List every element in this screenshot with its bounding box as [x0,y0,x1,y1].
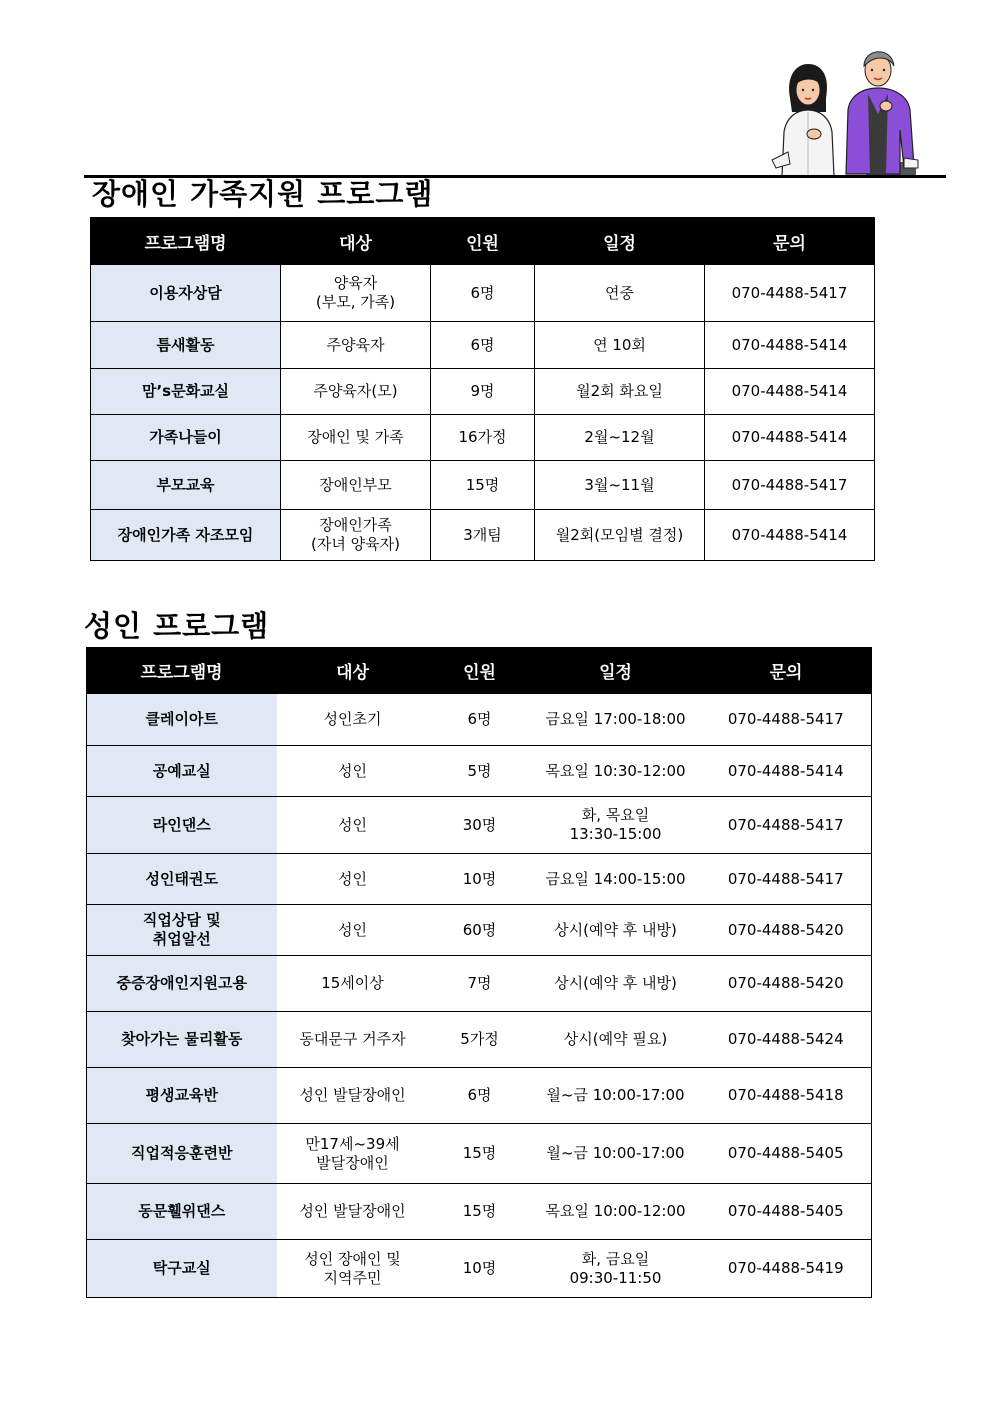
schedule-cell: 화, 목요일 13:30-15:00 [531,797,701,854]
program-name-cell: 틈새활동 [91,322,281,369]
contact-cell: 070-4488-5414 [701,746,872,797]
table-row [87,1184,872,1240]
capacity-cell: 60명 [429,905,531,956]
target-cell: 주양육자(모) [281,369,431,415]
schedule-cell: 금요일 17:00-18:00 [531,694,701,746]
header-contact: 문의 [705,218,875,265]
target-cell: 성인 [277,854,429,905]
program-name-cell: 장애인가족 자조모임 [91,510,281,561]
target-cell: 15세이상 [277,956,429,1012]
table-row [91,369,875,415]
capacity-cell: 16가정 [431,415,535,461]
table-header-row [91,218,875,265]
schedule-cell: 금요일 14:00-15:00 [531,854,701,905]
contact-cell: 070-4488-5420 [701,956,872,1012]
woman-icon [772,64,834,176]
table-row [87,1124,872,1184]
target-cell: 동대문구 거주자 [277,1012,429,1068]
table-row [87,905,872,956]
header-target: 대상 [277,648,429,694]
target-cell: 장애인가족 (자녀 양육자) [281,510,431,561]
people-illustration [768,40,938,176]
schedule-cell: 상시(예약 후 내방) [531,905,701,956]
capacity-cell: 6명 [429,694,531,746]
program-name-cell: 라인댄스 [87,797,277,854]
program-name-cell: 맘’s문화교실 [91,369,281,415]
contact-cell: 070-4488-5418 [701,1068,872,1124]
target-cell: 양육자 (부모, 가족) [281,265,431,322]
contact-cell: 070-4488-5417 [701,797,872,854]
schedule-cell: 연 10회 [535,322,705,369]
program-name-cell: 클레이아트 [87,694,277,746]
table-row [87,956,872,1012]
schedule-cell: 월~금 10:00-17:00 [531,1068,701,1124]
target-cell: 성인 발달장애인 [277,1068,429,1124]
target-cell: 성인 장애인 및 지역주민 [277,1240,429,1298]
schedule-cell: 화, 금요일 09:30-11:50 [531,1240,701,1298]
target-cell: 장애인부모 [281,461,431,510]
capacity-cell: 10명 [429,854,531,905]
table-row [87,1068,872,1124]
schedule-cell: 연중 [535,265,705,322]
contact-cell: 070-4488-5414 [705,322,875,369]
target-cell: 성인 [277,797,429,854]
contact-cell: 070-4488-5414 [705,510,875,561]
capacity-cell: 6명 [429,1068,531,1124]
capacity-cell: 7명 [429,956,531,1012]
program-name-cell: 평생교육반 [87,1068,277,1124]
table-row [87,1240,872,1298]
schedule-cell: 목요일 10:30-12:00 [531,746,701,797]
schedule-cell: 3월~11월 [535,461,705,510]
family-support-program-table [90,217,875,561]
table-row [87,797,872,854]
schedule-cell: 월2회(모임별 결정) [535,510,705,561]
program-name-cell: 찾아가는 물리활동 [87,1012,277,1068]
contact-cell: 070-4488-5417 [701,854,872,905]
target-cell: 성인 발달장애인 [277,1184,429,1240]
capacity-cell: 15명 [429,1124,531,1184]
capacity-cell: 5가정 [429,1012,531,1068]
target-cell: 장애인 및 가족 [281,415,431,461]
header-capacity: 인원 [429,648,531,694]
header-contact: 문의 [701,648,872,694]
program-name-cell: 직업적응훈련반 [87,1124,277,1184]
program-name-cell: 중증장애인지원고용 [87,956,277,1012]
contact-cell: 070-4488-5420 [701,905,872,956]
program-name-cell: 가족나들이 [91,415,281,461]
table-row [91,322,875,369]
table-row [87,746,872,797]
capacity-cell: 3개팀 [431,510,535,561]
section-title-adult-programs: 성인 프로그램 [84,609,270,643]
header-schedule: 일정 [531,648,701,694]
capacity-cell: 15명 [429,1184,531,1240]
target-cell: 성인초기 [277,694,429,746]
schedule-cell: 목요일 10:00-12:00 [531,1184,701,1240]
program-name-cell: 탁구교실 [87,1240,277,1298]
contact-cell: 070-4488-5405 [701,1184,872,1240]
contact-cell: 070-4488-5414 [705,369,875,415]
target-cell: 주양육자 [281,322,431,369]
schedule-cell: 2월~12월 [535,415,705,461]
table-row [91,265,875,322]
program-name-cell: 공예교실 [87,746,277,797]
capacity-cell: 5명 [429,746,531,797]
table-row [87,694,872,746]
schedule-cell: 상시(예약 후 내방) [531,956,701,1012]
adult-program-table [86,647,872,1298]
capacity-cell: 30명 [429,797,531,854]
capacity-cell: 6명 [431,322,535,369]
contact-cell: 070-4488-5419 [701,1240,872,1298]
contact-cell: 070-4488-5424 [701,1012,872,1068]
contact-cell: 070-4488-5417 [705,265,875,322]
capacity-cell: 15명 [431,461,535,510]
schedule-cell: 상시(예약 필요) [531,1012,701,1068]
section-title-family-support: 장애인 가족지원 프로그램 [92,177,434,211]
program-name-cell: 성인태권도 [87,854,277,905]
header-target: 대상 [281,218,431,265]
capacity-cell: 10명 [429,1240,531,1298]
program-name-cell: 직업상담 및 취업알선 [87,905,277,956]
header-capacity: 인원 [431,218,535,265]
contact-cell: 070-4488-5405 [701,1124,872,1184]
table-row [91,415,875,461]
header-program-name: 프로그램명 [91,218,281,265]
header-program-name: 프로그램명 [87,648,277,694]
capacity-cell: 6명 [431,265,535,322]
program-name-cell: 이용자상담 [91,265,281,322]
table-row [91,461,875,510]
capacity-cell: 9명 [431,369,535,415]
schedule-cell: 월2회 화요일 [535,369,705,415]
schedule-cell: 월~금 10:00-17:00 [531,1124,701,1184]
contact-cell: 070-4488-5417 [701,694,872,746]
older-person-icon [846,52,918,176]
header-schedule: 일정 [535,218,705,265]
table-row [87,1012,872,1068]
table-row [87,854,872,905]
table-row [91,510,875,561]
contact-cell: 070-4488-5417 [705,461,875,510]
target-cell: 성인 [277,905,429,956]
contact-cell: 070-4488-5414 [705,415,875,461]
table-header-row [87,648,872,694]
target-cell: 만17세~39세 발달장애인 [277,1124,429,1184]
program-name-cell: 부모교육 [91,461,281,510]
program-name-cell: 동문휄위댄스 [87,1184,277,1240]
target-cell: 성인 [277,746,429,797]
